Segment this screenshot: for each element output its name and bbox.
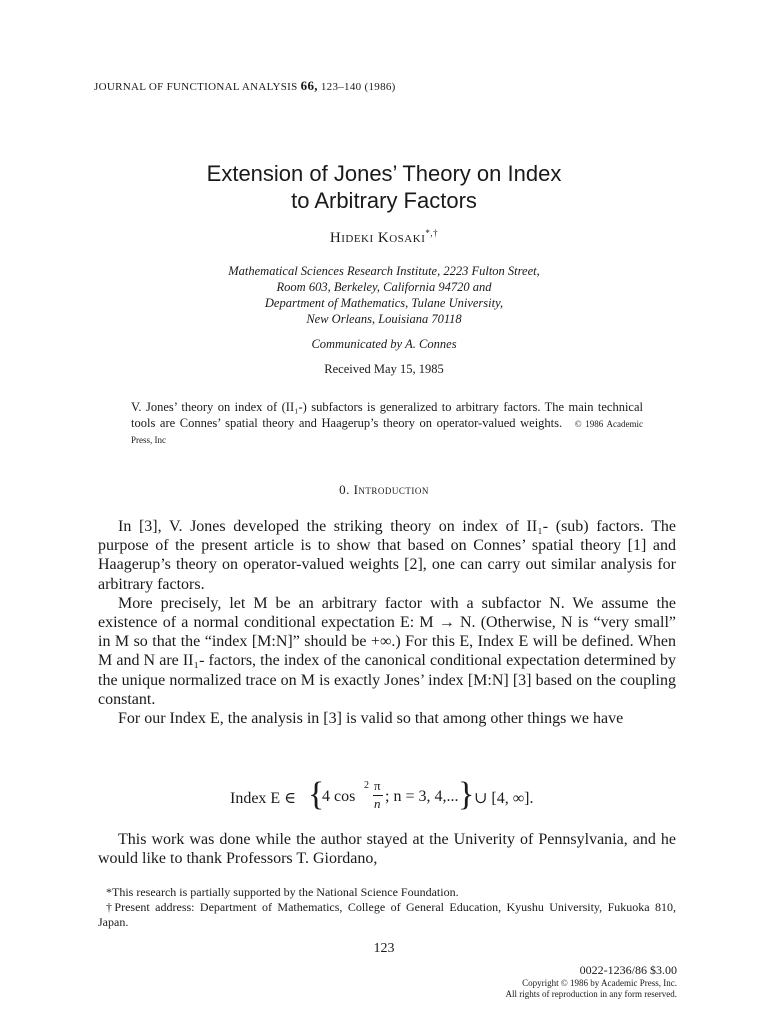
communicated-name: A. Connes bbox=[405, 337, 457, 351]
eq-pi: π bbox=[374, 778, 381, 793]
received-date: Received May 15, 1985 bbox=[324, 362, 444, 376]
affiliation-line: Room 603, Berkeley, California 94720 and bbox=[276, 280, 492, 294]
journal-volume: 66, bbox=[300, 78, 318, 93]
journal-name: JOURNAL OF FUNCTIONAL ANALYSIS bbox=[94, 81, 298, 93]
title-line-1: Extension of Jones’ Theory on Index bbox=[206, 161, 562, 186]
copyright-line: All rights of reproduction in any form reserved. bbox=[505, 989, 677, 999]
issn-price: 0022-1236/86 $3.00 bbox=[579, 963, 677, 977]
affiliation-line: Mathematical Sciences Research Institute, 2223 Fulton Street, bbox=[228, 264, 540, 278]
footnote: †Present address: Department of Mathematics, College of General Education, Kyushu University, Fukuoka 810, Japan. bbox=[98, 900, 676, 929]
author-footnote-marks: *,† bbox=[425, 228, 439, 238]
paper-title bbox=[0, 160, 768, 214]
paragraph: In [3], V. Jones developed the striking theory on index of II₁- (sub) factors. The purpose of the present article is to show that based on Connes’ spatial theory [1] and Haagerup’s theory on operator-valued weights [2], one can carry out similar analysis for arbitrary factors. bbox=[98, 518, 676, 593]
eq-tail: ∪ [4, ∞]. bbox=[474, 790, 534, 807]
title-line-2: to Arbitrary Factors bbox=[291, 188, 477, 213]
body-text-continued bbox=[98, 830, 676, 868]
abstract-copyright: © 1986 Academic Press, Inc bbox=[131, 418, 644, 445]
journal-pages: 123–140 (1986) bbox=[320, 81, 396, 93]
section-heading: 0. Introduction bbox=[339, 482, 429, 497]
eq-rest: ; n = 3, 4,... bbox=[385, 788, 459, 805]
index-equation bbox=[230, 778, 590, 822]
eq-exponent: 2 bbox=[364, 780, 369, 791]
eq-n: n bbox=[374, 796, 381, 811]
communicated-by bbox=[0, 337, 768, 352]
paragraph: More precisely, let M be an arbitrary factor with a subfactor N. We assume the existence of a normal conditional expectation E: M → N. (Otherwise, N is “very small” in M so that the “index [M:N]” should be +∞.) For this E, Index E will be defined. When M and N are II₁- factors, the index of the canonical conditional expectation determined by the unique normalized trace on M is exactly Jones’ index [M:N] [3] based on the coupling constant. bbox=[98, 594, 676, 708]
affiliation-line: New Orleans, Louisiana 70118 bbox=[306, 312, 462, 326]
copyright-line: Copyright © 1986 by Academic Press, Inc. bbox=[522, 978, 677, 988]
communicated-prefix: Communicated by bbox=[311, 337, 403, 351]
author bbox=[0, 228, 768, 247]
eq-four-cos: 4 cos bbox=[322, 788, 356, 805]
page-number: 123 bbox=[373, 941, 395, 956]
abstract bbox=[131, 400, 643, 449]
footnotes bbox=[98, 885, 676, 930]
eq-left-brace: { bbox=[308, 776, 325, 813]
footnote: *This research is partially supported by the National Science Foundation. bbox=[106, 885, 459, 899]
paragraph: For our Index E, the analysis in [3] is valid so that among other things we have bbox=[118, 710, 624, 728]
abstract-text: V. Jones’ theory on index of (II₁-) subfactors is generalized to arbitrary factors. The main technical tools are Connes’ spatial theory and Haagerup’s theory on operator-valued weights. bbox=[131, 400, 643, 430]
affiliation bbox=[0, 263, 768, 327]
author-name: Hideki Kosaki bbox=[329, 230, 426, 246]
copyright-notice bbox=[506, 978, 677, 1000]
affiliation-line: Department of Mathematics, Tulane University, bbox=[264, 296, 504, 310]
eq-right-brace: } bbox=[458, 776, 475, 813]
journal-header bbox=[94, 78, 396, 94]
body-text bbox=[98, 517, 676, 728]
paragraph: This work was done while the author stayed at the Univerity of Pennsylvania, and he would like to thank Professors T. Giordano, bbox=[98, 831, 676, 868]
eq-lhs: Index E ∈ bbox=[230, 790, 297, 807]
